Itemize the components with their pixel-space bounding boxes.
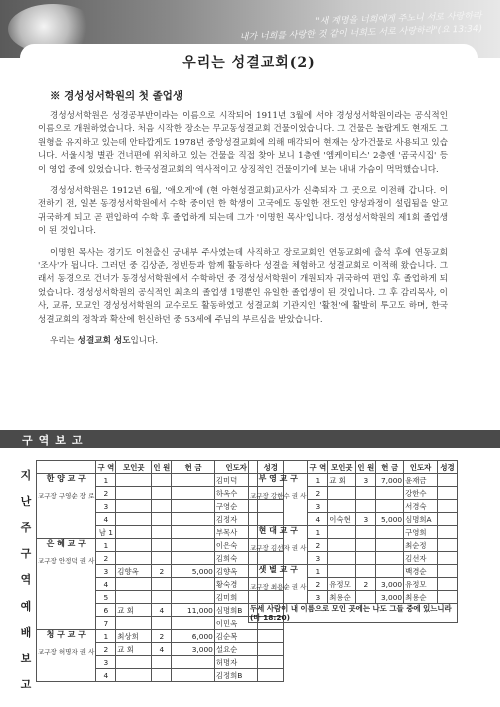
header-cell: 인도자 [214,461,258,474]
district-leader: 교구장 김선자 권 사 [250,544,307,552]
attendance-count [152,474,172,487]
guide-name: 김희숙 [214,552,258,565]
bible-cell [438,513,458,526]
district-report-table-left [36,460,284,682]
side-label-char: 배 [20,625,32,639]
row-number: 4 [96,513,116,526]
district-name: 샛 별 교 구 [258,565,298,574]
footer-note-row [249,604,458,623]
guide-name: 부목사 [214,526,258,539]
guide-name: 구영희 [404,526,438,539]
row-number: 4 [96,578,116,591]
district-cell [37,630,96,682]
guide-name: 윤재금 [404,474,438,487]
attendance-count: 2 [152,630,172,643]
meeting-place: 유정모 [328,578,356,591]
side-label [18,462,34,697]
meeting-place [328,565,356,578]
attendance-count [356,565,376,578]
meeting-place [328,539,356,552]
attendance-count [152,500,172,513]
guide-name: 백경순 [404,565,438,578]
row-number: 1 [308,474,328,487]
attendance-count [152,526,172,539]
offering-amount: 3,000 [376,578,404,591]
row-number: 2 [96,552,116,565]
attendance-count [356,500,376,513]
offering-amount: 5,000 [376,513,404,526]
meeting-place [328,526,356,539]
district-leader: 교구장 구영순 장 로 [38,492,95,500]
header-cell: 헌 금 [172,461,215,474]
header-cell: 인 원 [153,462,171,472]
bible-cell [258,669,284,682]
row-number: 1 [96,539,116,552]
bible-cell [258,643,284,656]
row-number: 6 [96,604,116,617]
district-name: 은 혜 교 구 [46,539,86,548]
meeting-place: 이숙현 [328,513,356,526]
guide-name: 허명자 [214,656,258,669]
bible-cell [438,565,458,578]
meeting-place [328,487,356,500]
attendance-count: 4 [152,604,172,617]
header-cell: 인도자 [404,461,438,474]
header-district-group [37,461,96,474]
side-label-char: 구 [20,547,32,561]
footer-note: 두세 사람이 내 이름으로 모인 곳에는 나도 그들 중에 있느니라(마 18:20) [249,604,458,623]
row-number: 3 [96,565,116,578]
meeting-place [328,500,356,513]
offering-amount [172,539,215,552]
row-number: 1 [96,474,116,487]
attendance-count [356,591,376,604]
bible-cell [438,552,458,565]
meeting-place [116,474,152,487]
district-cell [249,474,308,526]
guide-name: 김미덕 [214,474,258,487]
side-label-char: 역 [20,573,32,587]
section-title: 구역보고 [22,434,89,447]
attendance-count [152,656,172,669]
row-number: 2 [96,643,116,656]
offering-amount [376,552,404,565]
offering-amount [172,656,215,669]
meeting-place [116,552,152,565]
table-row [249,526,458,539]
meeting-place [116,617,152,630]
guide-name: 김미희 [214,591,258,604]
header-cell: 인 원 [357,462,375,472]
attendance-count [152,539,172,552]
guide-name: 심명희A [404,513,438,526]
offering-amount [376,539,404,552]
header-cell: 모인곳 [328,461,356,474]
attendance-count [356,487,376,500]
attendance-count [356,552,376,565]
header-cell: 모인곳 [116,461,152,474]
bible-cell [438,539,458,552]
attendance-count: 2 [152,565,172,578]
guide-name: 강한수 [404,487,438,500]
table-row [37,474,284,487]
header-district-group [249,461,308,474]
paragraph-1: 경성성서학원은 성경공부반이라는 이름으로 시작되어 1911년 3월에 서야 경성성서학원이라는 공식적인 이름으로 개원하였습니다. 처음 시작한 장소는 무교동성결교회 건물이었습니다. 그 건물은 놀랍게도 현재도 그 원형을 유지하고 있는데 안타깝게도 1978년 중앙성결교회에 의해 매각되어 현재는 상가건물로 사용되고 있습니다. 서울시청 별관 건너편에 위치하고 있는 건물을 직접 찾아 보니 1층엔 '엠케이티스' 2층엔 '곰국시집' 등이 영업 중에 있었습니다. 한국성결교회의 역사적이고 상징적인 건물이기에 보는 내내 가슴이 먹먹했습니다. [38,111,448,175]
offering-amount [376,487,404,500]
row-number: 3 [96,656,116,669]
meeting-place [116,669,152,682]
guide-name: 김정자 [214,513,258,526]
row-number: 4 [308,513,328,526]
meeting-place [116,500,152,513]
bible-cell [258,656,284,669]
header-cell: 구 역 [309,462,327,472]
guide-name: 구영순 [214,500,258,513]
row-number: 3 [308,552,328,565]
bible-cell [438,487,458,500]
bible-cell [438,578,458,591]
guide-name: 서경숙 [404,500,438,513]
attendance-count: 3 [356,474,376,487]
offering-amount [376,500,404,513]
guide-name: 김향옥 [214,565,258,578]
table-row [249,565,458,578]
header-cell: 성경 [258,461,284,474]
bible-cell [258,630,284,643]
side-label-char: 난 [20,495,32,509]
meeting-place [116,539,152,552]
offering-amount [172,513,215,526]
meeting-place [116,578,152,591]
district-leader: 교구장 허명자 권 사 [38,648,95,656]
article-subheading: ※ 경성성서학원의 첫 졸업생 [50,90,184,102]
offering-amount [172,526,215,539]
meeting-place [328,552,356,565]
offering-amount: 3,000 [376,591,404,604]
offering-amount: 5,000 [172,565,215,578]
article-card [20,44,478,424]
bible-cell [438,500,458,513]
district-name: 현 대 교 구 [258,526,298,535]
district-cell [37,539,96,630]
meeting-place: 김향옥 [116,565,152,578]
district-cell [37,474,96,539]
section-bar [0,430,500,448]
guide-name: 심명희B [214,604,258,617]
guide-name: 김정희B [214,669,258,682]
meeting-place: 교 회 [116,604,152,617]
attendance-count [152,669,172,682]
row-number: 2 [96,487,116,500]
meeting-place: 최용순 [328,591,356,604]
offering-amount [172,500,215,513]
meeting-place [116,656,152,669]
offering-amount: 6,000 [172,630,215,643]
district-leader: 교구장 강한수 권 사 [250,492,307,500]
row-number: 1 [308,565,328,578]
paragraph-3: 이명헌 목사는 경기도 이천출신 궁내부 주사였는데 사직하고 장로교회인 연동교회에 출석 후에 연동교회 '조사'가 됩니다. 그러던 중 김상준, 정빈등과 함께 활동하다 성결을 체험하고 성결교회로 이적해 왔습니다. 그래서 동경으로 건너가 동경성서학원에서 수학하던 중 경성성서학원이 개원되자 귀국하여 편입 후 졸업하게 되었습니다. 경성성서학원의 공식적인 최초의 졸업생 1명뿐인 유일한 졸업생이 된 것입니다. 그 후 감리목사, 이사, 교류, 모교인 경성성서학원의 교수로도 활동하였고 성결교회 기관지인 '활천'에 활발히 투고도 하며, 한국성결교회의 정착과 확산에 헌신하던 중 53세에 주님의 부르심을 받았습니다. [38,247,448,325]
offering-amount [376,565,404,578]
attendance-count [152,591,172,604]
side-label-char: 예 [20,599,32,613]
guide-name: 최순정 [404,539,438,552]
table-header-row [37,461,284,474]
header-cell: 헌 금 [376,461,404,474]
page-title: 우리는 성결교회(2) [182,55,316,71]
guide-name: 황숙경 [214,578,258,591]
verse-line-1: "새 계명을 너희에게 주노니 서로 사랑하라 [315,11,482,28]
district-cell [249,565,308,604]
side-label-char: 고 [20,677,32,691]
district-name: 청 구 교 구 [46,630,86,639]
attendance-count [152,578,172,591]
attendance-count [152,487,172,500]
offering-amount [172,487,215,500]
row-number: 3 [308,500,328,513]
row-number: 2 [308,487,328,500]
bible-cell [438,526,458,539]
row-number: 4 [96,669,116,682]
banner-verse [152,10,483,48]
offering-amount [172,591,215,604]
meeting-place: 교 회 [328,474,356,487]
meeting-place: 교 회 [116,643,152,656]
header-cell: 성경 [438,461,458,474]
bible-cell [438,474,458,487]
closing-bold: 성결교회 성도 [77,336,131,347]
attendance-count [356,539,376,552]
district-name: 한 양 교 구 [46,474,86,483]
side-label-char: 지 [20,469,32,483]
row-number: 2 [308,578,328,591]
closing-suffix: 입니다. [130,336,159,347]
attendance-count [356,526,376,539]
meeting-place [116,591,152,604]
table-row [249,474,458,487]
row-number: 5 [96,591,116,604]
offering-amount [172,617,215,630]
district-leader: 교구장 최용순 권 사 [250,583,307,591]
side-label-char: 주 [20,521,32,535]
table-header-row [249,461,458,474]
row-number: 3 [96,500,116,513]
row-number: 3 [308,591,328,604]
side-label-char: 보 [20,651,32,665]
guide-name: 하옥수 [214,487,258,500]
meeting-place [116,513,152,526]
offering-amount: 7,000 [376,474,404,487]
guide-name: 유정모 [404,578,438,591]
guide-name: 이민옥 [214,617,258,630]
closing-line [38,335,448,348]
offering-amount [376,526,404,539]
attendance-count [152,552,172,565]
attendance-count [152,617,172,630]
offering-amount [172,578,215,591]
attendance-count: 3 [356,513,376,526]
row-number: 남 1 [96,526,116,539]
bible-cell [438,591,458,604]
district-report-table-right [248,460,458,623]
district-leader: 교구장 안정덕 권 사 [38,557,95,565]
meeting-place: 최상희 [116,630,152,643]
row-number: 2 [308,539,328,552]
guide-name: 최용순 [404,591,438,604]
offering-amount: 3,000 [172,643,215,656]
row-number: 7 [96,617,116,630]
attendance-count [152,513,172,526]
header-cell: 구 역 [97,462,115,472]
verse-line-2: 내가 너희를 사랑한 것 같이 너희도 서로 사랑하라"(요 13:34) [239,24,483,43]
attendance-count: 2 [356,578,376,591]
offering-amount [172,552,215,565]
guide-name: 김선자 [404,552,438,565]
closing-prefix: 우리는 [50,336,78,347]
offering-amount [172,474,215,487]
district-cell [249,526,308,565]
table-row [37,630,284,643]
guide-name: 이은숙 [214,539,258,552]
article-body [38,110,448,357]
guide-name: 김순복 [214,630,258,643]
paragraph-2: 경성성서학원은 1912년 6월, '애오게'에 (현 아현성결교회)교사가 신축되자 그 곳으로 이전해 갑니다. 이전하기 전, 일본 동경성서학원에서 수학 중이던 한 학생이 고국에도 동일한 전도인 양성과정이 설립됨을 알고 귀국하게 되고 곧 편입하여 수학 후 졸업하게 되는데 그가 '이명헌 목사'입니다. 경성성서학원의 제1회 졸업생이 된 것입니다. [38,186,448,237]
meeting-place [116,526,152,539]
meeting-place [116,487,152,500]
district-name: 부 영 교 구 [258,474,298,483]
table-row [37,539,284,552]
row-number: 1 [96,630,116,643]
offering-amount [172,669,215,682]
guide-name: 설요순 [214,643,258,656]
row-number: 1 [308,526,328,539]
attendance-count: 4 [152,643,172,656]
offering-amount: 11,000 [172,604,215,617]
